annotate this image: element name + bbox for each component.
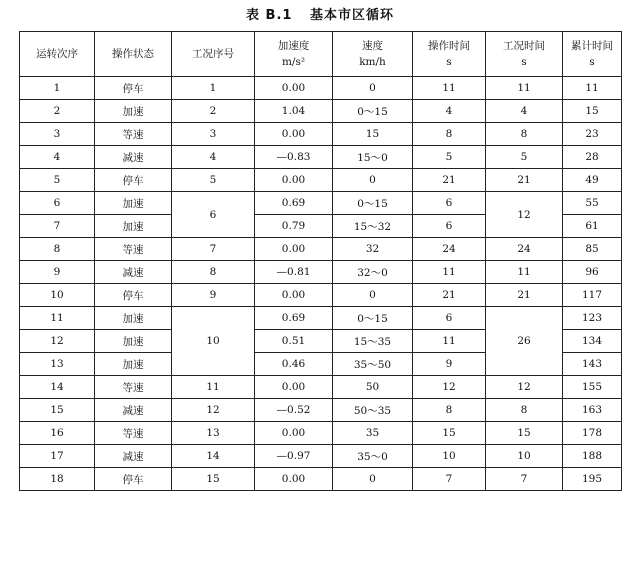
cell-op-time: 4 <box>413 100 486 123</box>
cell-cum-time: 143 <box>563 353 622 376</box>
cell-state: 减速 <box>95 261 172 284</box>
cell-mode-time: 12 <box>486 192 563 238</box>
cell-speed: 50～35 <box>333 399 413 422</box>
cell-state: 减速 <box>95 146 172 169</box>
cell-speed: 0 <box>333 169 413 192</box>
cell-cum-time: 134 <box>563 330 622 353</box>
table-row <box>20 468 622 491</box>
cell-cum-time: 117 <box>563 284 622 307</box>
cell-op-time: 21 <box>413 284 486 307</box>
cell-cum-time: 11 <box>563 77 622 100</box>
cell-mode: 6 <box>172 192 255 238</box>
cell-speed: 0 <box>333 77 413 100</box>
cell-state: 等速 <box>95 238 172 261</box>
cell-seq: 10 <box>20 284 95 307</box>
cell-op-time: 15 <box>413 422 486 445</box>
table-caption: 基本市区循环 <box>309 8 394 23</box>
cell-mode-time: 21 <box>486 169 563 192</box>
cell-mode-time: 7 <box>486 468 563 491</box>
cell-cum-time: 85 <box>563 238 622 261</box>
cell-state: 减速 <box>95 445 172 468</box>
table-row <box>20 77 622 100</box>
cell-state: 停车 <box>95 169 172 192</box>
cell-seq: 16 <box>20 422 95 445</box>
unit-accel: m/s² <box>281 56 306 68</box>
cell-op-time: 8 <box>413 123 486 146</box>
cell-mode-time: 8 <box>486 399 563 422</box>
cell-speed: 32 <box>333 238 413 261</box>
cell-op-time: 10 <box>413 445 486 468</box>
cell-mode: 5 <box>172 169 255 192</box>
cell-seq: 18 <box>20 468 95 491</box>
cell-op-time: 5 <box>413 146 486 169</box>
header-mode: 工况序号 <box>172 32 255 77</box>
cell-op-time: 8 <box>413 399 486 422</box>
cell-accel: 0.00 <box>255 169 333 192</box>
cell-mode-time: 4 <box>486 100 563 123</box>
cell-seq: 5 <box>20 169 95 192</box>
table-row <box>20 399 622 422</box>
table-row <box>20 422 622 445</box>
cell-accel: 0.79 <box>255 215 333 238</box>
cell-accel: —0.97 <box>255 445 333 468</box>
table-row <box>20 123 622 146</box>
header-row <box>20 32 622 77</box>
cell-state: 停车 <box>95 284 172 307</box>
cell-state: 加速 <box>95 330 172 353</box>
cell-accel: 1.04 <box>255 100 333 123</box>
cell-accel: —0.81 <box>255 261 333 284</box>
cell-op-time: 11 <box>413 77 486 100</box>
cell-seq: 8 <box>20 238 95 261</box>
cell-mode: 2 <box>172 100 255 123</box>
cell-state: 停车 <box>95 77 172 100</box>
header-speed: 速度 km/h <box>333 32 413 77</box>
cell-accel: 0.69 <box>255 307 333 330</box>
cell-cum-time: 123 <box>563 307 622 330</box>
header-cum-time: 累计时间 s <box>563 32 622 77</box>
cell-mode-time: 15 <box>486 422 563 445</box>
cell-state: 等速 <box>95 123 172 146</box>
cell-state: 停车 <box>95 468 172 491</box>
cell-cum-time: 61 <box>563 215 622 238</box>
table-row <box>20 146 622 169</box>
unit-speed: km/h <box>359 56 386 68</box>
cell-cum-time: 96 <box>563 261 622 284</box>
cell-cum-time: 55 <box>563 192 622 215</box>
table-row <box>20 376 622 399</box>
cell-accel: 0.51 <box>255 330 333 353</box>
header-op-time: 操作时间 s <box>413 32 486 77</box>
cell-seq: 3 <box>20 123 95 146</box>
cell-op-time: 9 <box>413 353 486 376</box>
cell-state: 加速 <box>95 307 172 330</box>
cell-seq: 2 <box>20 100 95 123</box>
cell-mode-time: 26 <box>486 307 563 376</box>
cell-speed: 0～15 <box>333 100 413 123</box>
cell-op-time: 7 <box>413 468 486 491</box>
cell-cum-time: 49 <box>563 169 622 192</box>
cell-speed: 15 <box>333 123 413 146</box>
unit-cum-time: s <box>589 56 595 68</box>
cell-op-time: 6 <box>413 215 486 238</box>
cell-cum-time: 155 <box>563 376 622 399</box>
cell-seq: 6 <box>20 192 95 215</box>
cell-accel: 0.00 <box>255 77 333 100</box>
cell-accel: 0.00 <box>255 238 333 261</box>
cell-op-time: 11 <box>413 261 486 284</box>
cell-cum-time: 195 <box>563 468 622 491</box>
cell-op-time: 11 <box>413 330 486 353</box>
cell-mode-time: 12 <box>486 376 563 399</box>
cell-seq: 14 <box>20 376 95 399</box>
cell-mode: 1 <box>172 77 255 100</box>
cell-speed: 0～15 <box>333 192 413 215</box>
header-seq: 运转次序 <box>20 32 95 77</box>
cell-accel: 0.00 <box>255 468 333 491</box>
cell-seq: 1 <box>20 77 95 100</box>
cell-seq: 12 <box>20 330 95 353</box>
cell-mode-time: 11 <box>486 77 563 100</box>
cell-mode-time: 24 <box>486 238 563 261</box>
header-state: 操作状态 <box>95 32 172 77</box>
cell-speed: 0 <box>333 284 413 307</box>
urban-cycle-table <box>19 31 622 491</box>
cell-cum-time: 23 <box>563 123 622 146</box>
cell-accel: 0.69 <box>255 192 333 215</box>
cell-seq: 11 <box>20 307 95 330</box>
cell-speed: 35 <box>333 422 413 445</box>
cell-mode-time: 11 <box>486 261 563 284</box>
cell-mode: 4 <box>172 146 255 169</box>
table-title <box>0 4 640 23</box>
table-row <box>20 100 622 123</box>
cell-mode: 11 <box>172 376 255 399</box>
table-row <box>20 284 622 307</box>
cell-state: 加速 <box>95 215 172 238</box>
unit-mode-time: s <box>521 56 527 68</box>
cell-mode: 8 <box>172 261 255 284</box>
cell-speed: 35～50 <box>333 353 413 376</box>
cell-accel: 0.00 <box>255 376 333 399</box>
cell-accel: 0.00 <box>255 422 333 445</box>
cell-op-time: 12 <box>413 376 486 399</box>
cell-mode: 13 <box>172 422 255 445</box>
cell-state: 加速 <box>95 100 172 123</box>
cell-seq: 15 <box>20 399 95 422</box>
cell-speed: 32～0 <box>333 261 413 284</box>
cell-op-time: 24 <box>413 238 486 261</box>
cell-accel: 0.46 <box>255 353 333 376</box>
cell-state: 减速 <box>95 399 172 422</box>
cell-state: 加速 <box>95 353 172 376</box>
cell-accel: 0.00 <box>255 284 333 307</box>
cell-mode-time: 8 <box>486 123 563 146</box>
cell-seq: 13 <box>20 353 95 376</box>
cell-mode-time: 21 <box>486 284 563 307</box>
header-mode-time: 工况时间 s <box>486 32 563 77</box>
cell-cum-time: 28 <box>563 146 622 169</box>
cell-mode: 14 <box>172 445 255 468</box>
cell-state: 加速 <box>95 192 172 215</box>
cell-cum-time: 178 <box>563 422 622 445</box>
table-number: 表 B.1 <box>246 8 293 23</box>
cell-mode-time: 5 <box>486 146 563 169</box>
table-row <box>20 261 622 284</box>
cell-seq: 17 <box>20 445 95 468</box>
cell-mode: 12 <box>172 399 255 422</box>
cell-op-time: 6 <box>413 307 486 330</box>
cell-accel: —0.52 <box>255 399 333 422</box>
cell-seq: 9 <box>20 261 95 284</box>
cell-accel: 0.00 <box>255 123 333 146</box>
cell-mode: 3 <box>172 123 255 146</box>
cell-speed: 0 <box>333 468 413 491</box>
cell-state: 等速 <box>95 422 172 445</box>
cell-speed: 0～15 <box>333 307 413 330</box>
cell-state: 等速 <box>95 376 172 399</box>
cell-cum-time: 163 <box>563 399 622 422</box>
cell-mode: 15 <box>172 468 255 491</box>
cell-op-time: 6 <box>413 192 486 215</box>
cell-cum-time: 15 <box>563 100 622 123</box>
cell-op-time: 21 <box>413 169 486 192</box>
table-row <box>20 238 622 261</box>
cell-speed: 15～35 <box>333 330 413 353</box>
cell-accel: —0.83 <box>255 146 333 169</box>
cell-mode: 10 <box>172 307 255 376</box>
cell-mode: 7 <box>172 238 255 261</box>
table-row <box>20 307 622 330</box>
cell-mode: 9 <box>172 284 255 307</box>
cell-cum-time: 188 <box>563 445 622 468</box>
cell-speed: 15～0 <box>333 146 413 169</box>
unit-op-time: s <box>446 56 452 68</box>
table-row <box>20 169 622 192</box>
cell-speed: 15～32 <box>333 215 413 238</box>
cell-seq: 4 <box>20 146 95 169</box>
cell-speed: 35～0 <box>333 445 413 468</box>
table-row <box>20 445 622 468</box>
header-accel: 加速度 m/s² <box>255 32 333 77</box>
table-row <box>20 192 622 215</box>
cell-seq: 7 <box>20 215 95 238</box>
cell-speed: 50 <box>333 376 413 399</box>
cell-mode-time: 10 <box>486 445 563 468</box>
